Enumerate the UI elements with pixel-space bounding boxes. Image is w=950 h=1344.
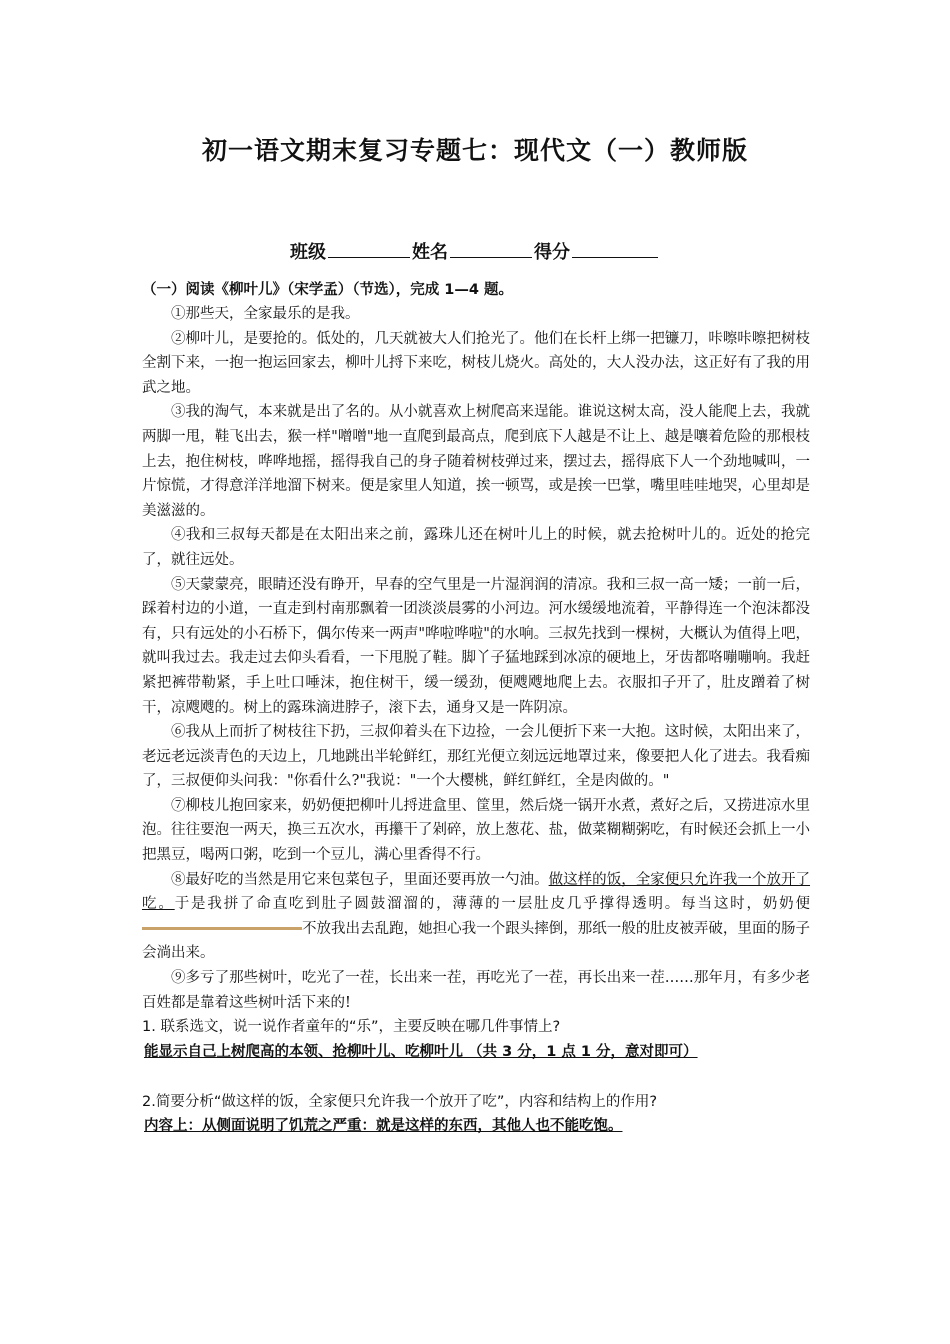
paragraph-8-after: 不放我出去乱跑，她担心我一个跟头摔倒，那纸一般的肚皮被弄破，里面的肠子会淌出来。 <box>142 920 810 962</box>
score-blank[interactable] <box>572 241 658 258</box>
paragraph-4: ④我和三叔每天都是在太阳出来之前，露珠儿还在树叶儿上的时候，就去抢树叶儿的。近处的抢完了，就往远处。 <box>142 527 810 568</box>
underlined-sentence: 做这样的饭，全家便只允许我一个放开了吃。 <box>142 871 811 913</box>
paragraph-1: ①那些天，全家最乐的是我。 <box>171 306 360 322</box>
page-title: 初一语文期末复习专题七：现代文（一）教师版 <box>201 136 748 165</box>
paragraph-5: ⑤天蒙蒙亮，眼睛还没有睁开，早春的空气里是一片湿润润的清凉。我和三叔一高一矮；一前一后，踩着村边的小道，一直走到村南那飘着一团淡淡晨雾的小河边。河水缓缓地流着，平静得连一个泡沫都没有，只有远处的小石桥下，偶尔传来一两声"哗啦哗啦"的水响。三叔先找到一棵树，大概认为值得上吧，就叫我过去。我走过去仰头看看，一下甩脱了鞋。脚丫子猛地踩到冰凉的硬地上，牙齿都咯嘣嘣响。我赶紧把裤带勒紧，手上吐口唾沫，抱住树干，缓一缓劲，便飕飕地爬上去。衣服扣子开了，肚皮蹭着了树干，凉飕飕的。树上的露珠滴进脖子，滚下去，通身又是一阵阴凉。 <box>142 576 810 716</box>
class-blank[interactable] <box>328 241 410 258</box>
paragraph-3: ③我的淘气，本来就是出了名的。从小就喜欢上树爬高来逞能。谁说这树太高，没人能爬上去，我就两脚一甩，鞋飞出去，猴一样"噌噌"地一直爬到最高点，爬到底下人越是不让上、越是嚷着危险的那根枝上去，抱住树枝，哗哗地摇，摇得我自己的身子随着树枝弹过来，摆过去，摇得底下人一个劲地喊叫，一片惊慌，才得意洋洋地溜下树来。便是家里人知道，挨一顿骂，或是挨一巴掌，嘴里哇哇地哭，心里却是美滋滋的。 <box>142 404 810 519</box>
score-label: 得分 <box>534 242 570 263</box>
spacer <box>142 1064 810 1090</box>
paragraph-6: ⑥我从上而折了树枝往下扔，三叔仰着头在下边捡，一会儿便折下来一大抱。这时候，太阳出来了，老远老远淡青色的天边上，几地跳出半轮鲜红，那红光便立刻远远地罩过来，像要把人化了进去。我看痴了，三叔便仰头问我："你看什么?"我说："一个大樱桃，鲜红鲜红，全是肉做的。" <box>142 724 810 790</box>
question-2: 2.简要分析“做这样的饭，全家便只允许我一个放开了吃”，内容和结构上的作用? <box>142 1093 658 1110</box>
section-heading: （一）阅读《柳叶儿》（宋学孟）（节选），完成 1—4 题。 <box>142 282 514 298</box>
paragraph-7: ⑦柳枝儿抱回家来，奶奶便把柳叶儿捋进盒里、筐里，然后烧一锅开水煮，煮好之后，又捞进凉水里泡。往往要泡一两天，换三五次水，再攥干了剁碎，放上葱花、盐，做菜糊糊粥吃，有时候还会抓上一小把黑豆，喝两口粥，吃到一个豆儿，满心里香得不行。 <box>142 797 810 864</box>
paragraph-8-middle: 于是我拼了命直吃到肚子圆鼓溜溜的，薄薄的一层肚皮几乎撑得透明。每当这时，奶奶便 <box>174 896 811 913</box>
answer-2: 内容上：从侧面说明了饥荒之严重：就是这样的东西，其他人也不能吃饱。 <box>144 1118 623 1135</box>
paragraph-9: ⑨多亏了那些树叶，吃光了一茬，长出来一茬，再吃光了一茬，再长出来一茬……那年月，有多少老百姓都是靠着这些树叶活下来的! <box>142 970 810 1011</box>
name-blank[interactable] <box>450 241 532 258</box>
reading-section <box>142 278 810 1138</box>
fill-in-blank-line <box>142 927 302 930</box>
paragraph-2: ②柳叶儿，是要抢的。低处的，几天就被大人们抢光了。他们在长杆上绑一把镰刀，咔嚓咔嚓把树枝全割下来，一抱一抱运回家去，柳叶儿捋下来吃，树枝儿烧火。高处的，大人没办法，这正好有了我的用武之地。 <box>142 330 810 396</box>
answer-1: 能显示自己上树爬高的本领、抢柳叶儿、吃柳叶儿 （共 3 分，1 点 1 分，意对即可） <box>144 1043 698 1060</box>
question-1: 1. 联系选文，说一说作者童年的“乐”，主要反映在哪几件事情上? <box>142 1019 561 1036</box>
student-info-line <box>0 238 950 264</box>
paragraph-8 <box>142 868 810 966</box>
name-label: 姓名 <box>412 242 448 263</box>
paragraph-8-before: ⑧最好吃的当然是用它来包菜包子，里面还要再放一勺油。 <box>171 871 549 888</box>
class-label: 班级 <box>290 242 326 263</box>
